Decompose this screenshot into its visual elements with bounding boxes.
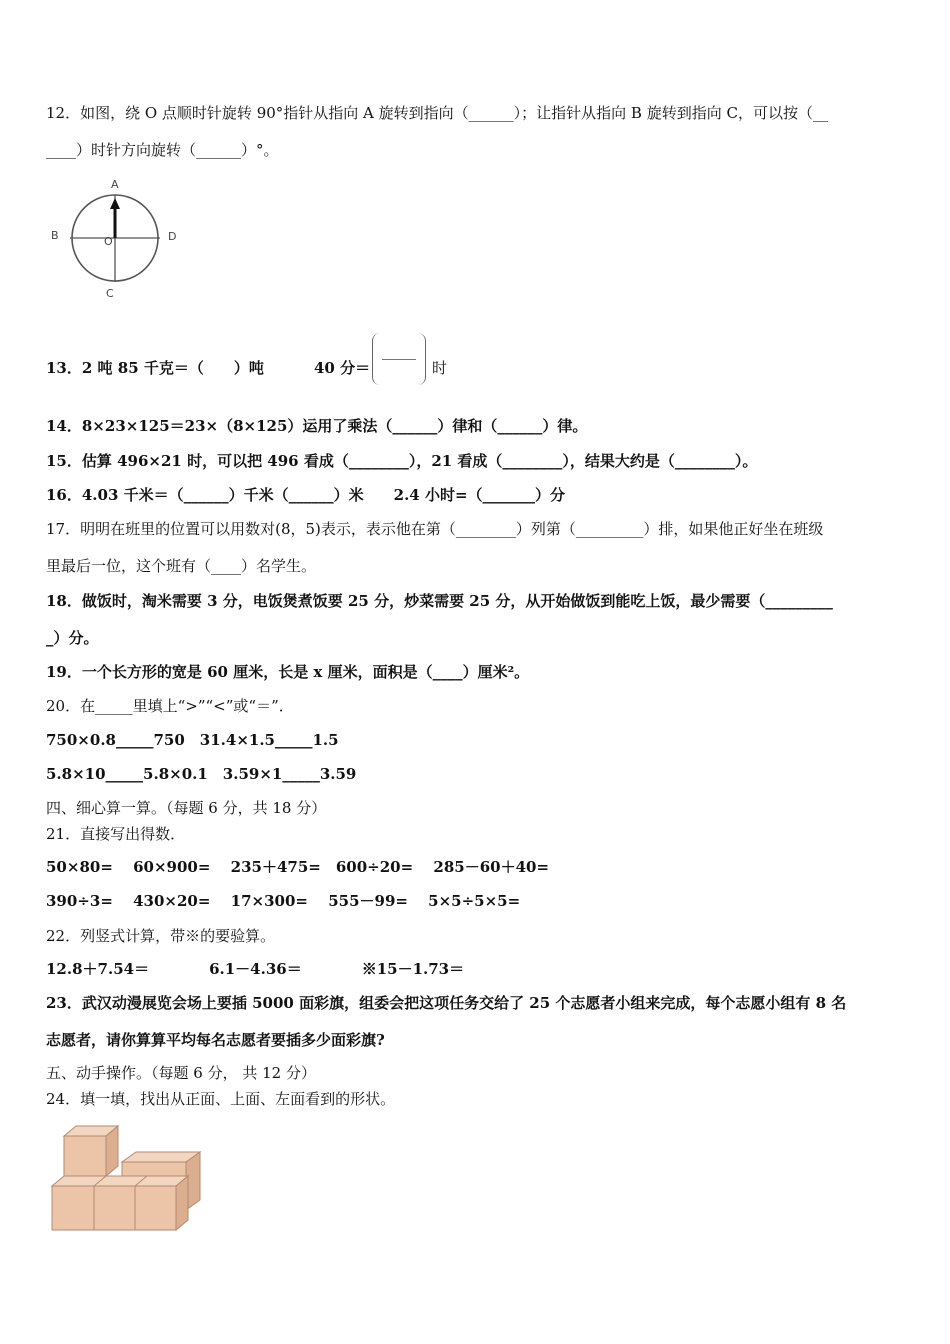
cube-front-right (135, 1186, 176, 1230)
clock-figure (48, 176, 188, 302)
q12-line2: ____）时针方向旋转（______）°。 (46, 141, 279, 159)
label-c: C (106, 287, 114, 300)
q21-row1: 50×80= 60×900= 235＋475= 600÷20= 285－60＋40= (46, 858, 550, 876)
q18-line2: _）分。 (46, 629, 99, 647)
q23-line2: 志愿者，请你算算平均每名志愿者要插多少面彩旗? (46, 1031, 385, 1049)
q14: 14．8×23×125＝23×（8×125）运用了乘法（______）律和（______）律。 (46, 417, 588, 435)
q24: 24．填一填，找出从正面、上面、左面看到的形状。 (46, 1090, 396, 1108)
q22-row: 12.8＋7.54＝ 6.1－4.36＝ ※15－1.73＝ (46, 960, 465, 978)
q16: 16．4.03 千米＝（______）千米（______）米 2.4 小时=（_______）分 (46, 486, 566, 504)
q20-stem: 20．在_____里填上“>”“<”或“＝”． (46, 697, 294, 715)
fraction-blank[interactable] (372, 333, 426, 385)
q22-stem: 22．列竖式计算，带※的要验算。 (46, 927, 276, 945)
q15: 15．估算 496×21 时，可以把 496 看成（________），21 看成（________），结果大约是（________）。 (46, 452, 758, 470)
q13-part2: 40 分＝ (314, 359, 371, 377)
cube-front-side (176, 1176, 188, 1230)
q13-part3: 时 (432, 359, 448, 377)
label-d: D (168, 230, 177, 243)
section-5-heading: 五、动手操作。（每题 6 分， 共 12 分） (46, 1064, 316, 1082)
q17-line2: 里最后一位，这个班有（____）名学生。 (46, 557, 317, 575)
clock-diagram (48, 176, 188, 302)
q19: 19．一个长方形的宽是 60 厘米，长是 x 厘米，面积是（____）厘米²。 (46, 663, 530, 681)
label-a: A (111, 178, 119, 191)
q21-row2: 390÷3= 430×20= 17×300= 555－99= 5×5÷5×5= (46, 892, 521, 910)
cube-front-left (52, 1186, 94, 1230)
q17-line1: 17．明明在班里的位置可以用数对(8，5)表示，表示他在第（________）列第（_________）排，如果他正好坐在班级 (46, 520, 824, 538)
q21-stem: 21．直接写出得数． (46, 825, 186, 843)
cube-figure (50, 1122, 210, 1234)
section-4-heading: 四、细心算一算。（每题 6 分，共 18 分） (46, 799, 327, 817)
cube-top-face (64, 1136, 106, 1176)
clock-pointer-arrowhead (110, 198, 120, 209)
q23-line1: 23．武汉动漫展览会场上要插 5000 面彩旗，组委会把这项任务交给了 25 个志愿者小组来完成，每个志愿小组有 8 名 (46, 994, 847, 1012)
q18-line1: 18．做饭时，淘米需要 3 分，电饭煲煮饭要 25 分，炒菜需要 25 分，从开始做饭到能吃上饭，最少需要（_________ (46, 592, 833, 610)
q20-row2: 5.8×10_____5.8×0.1 3.59×1_____3.59 (46, 765, 357, 783)
label-b: B (51, 229, 59, 242)
cube-front-top (52, 1176, 188, 1186)
cube-stack-diagram (50, 1122, 210, 1234)
label-o: O (104, 235, 113, 248)
q20-row1: 750×0.8_____750 31.4×1.5_____1.5 (46, 731, 339, 749)
q13-part1: 13．2 吨 85 千克＝（ ）吨 (46, 359, 264, 377)
cube-front-middle (94, 1186, 135, 1230)
q12-line1: 12．如图，绕 O 点顺时针旋转 90°指针从指向 A 旋转到指向（______）；让指针从指向 B 旋转到指向 C，可以按（__ (46, 104, 828, 122)
